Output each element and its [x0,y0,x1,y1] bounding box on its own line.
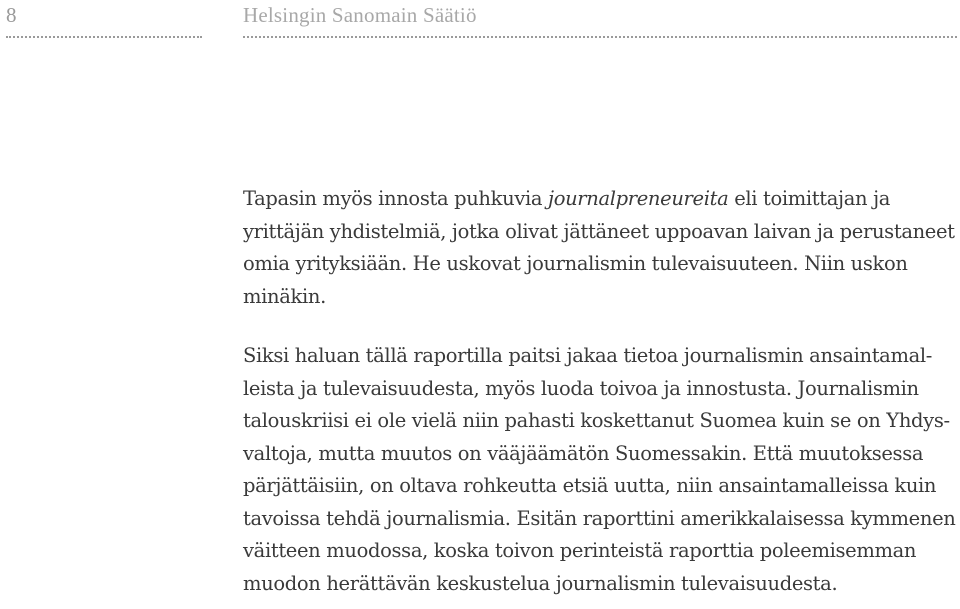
paragraph-line: väitteen muodossa, koska toivon perinteistä raporttia poleemisemman [243,539,917,562]
paragraph-line: tavoissa tehdä journalismia. Esitän raporttini amerikkalaisessa kymmenen [243,506,956,530]
line-text: Tapasin myös innosta puhkuvia [243,187,548,210]
paragraph-line: Siksi haluan tällä raportilla paitsi jakaa tietoa journalismin ansaintamal- [243,344,932,367]
paragraph-2 [243,340,960,600]
paragraph-line: yrittäjän yhdistelmiä, jotka olivat jättäneet uppoavan laivan ja perustaneet [243,219,955,243]
paragraph-1 [243,183,960,313]
header-rule-left [6,36,202,38]
paragraph-line: talouskriisi ei ole vielä niin pahasti koskettanut Suomea kuin se on Yhdys- [243,409,950,432]
paragraph-line: muodon herättävän keskustelua journalismin tulevaisuudesta. [243,571,838,595]
running-head: Helsingin Sanomain Säätiö [243,3,477,27]
italic-term: journalpreneureita [548,187,729,210]
line-text: eli toimittajan ja [728,187,891,210]
paragraph-line: minäkin. [243,284,326,308]
paragraph-line: valtoja, mutta muutos on vääjäämätön Suomessakin. Että muutoksessa [243,441,924,465]
paragraph-line: pärjättäisiin, on oltava rohkeutta etsiä uutta, niin ansaintamalleissa kuin [243,474,937,497]
paragraph-line: omia yrityksiään. He uskovat journalismin tulevaisuuteen. Niin uskon [243,252,908,275]
paragraph-line: leista ja tulevaisuudesta, myös luoda toivoa ja innostusta. Journalismin [243,376,919,400]
page-number: 8 [6,3,17,27]
paragraph-line [243,183,960,216]
header-rule-right [243,36,957,38]
